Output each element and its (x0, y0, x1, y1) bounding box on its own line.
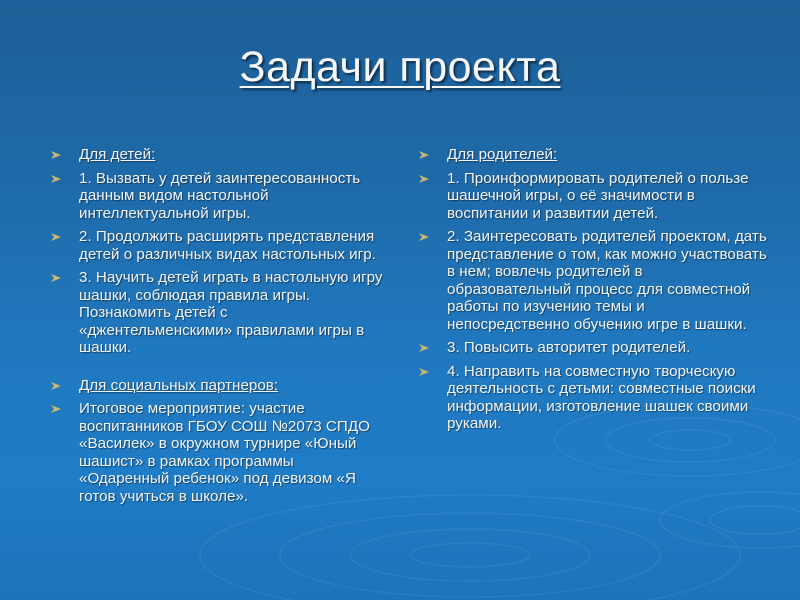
arrowhead-bullet-icon (50, 174, 62, 184)
list-item (418, 228, 770, 333)
list-item (50, 146, 384, 164)
arrowhead-bullet-icon (418, 367, 430, 377)
list-item-text: 1. Вызвать у детей заинтересованность данным видом настольной интеллектуальной игры. (79, 169, 361, 222)
arrowhead-bullet-icon (418, 232, 430, 242)
list-item-text: 3. Научить детей играть в настольную игру шашки, соблюдая правила игры. Познакомить детей с «джентельменскими» правилами игры в шашки. (79, 269, 383, 356)
left-heading-children: Для детей: (79, 146, 156, 163)
list-item-text: 2. Заинтересовать родителей проектом, дать представление о том, как можно участвовать в нем; вовлечь родителей в образовательный процесс для совместной работы по изучению темы и непосредственно обучению игре в шашки. (447, 228, 767, 333)
list-item (418, 363, 770, 433)
list-item (418, 339, 770, 357)
list-item-text: 3. Повысить авторитет родителей. (447, 339, 691, 356)
list-item (50, 269, 384, 357)
arrowhead-bullet-icon (418, 174, 430, 184)
left-column-list (50, 146, 384, 511)
arrowhead-bullet-icon (50, 232, 62, 242)
arrowhead-bullet-icon (418, 150, 430, 160)
arrowhead-bullet-icon (418, 343, 430, 353)
list-item (50, 400, 384, 505)
arrowhead-bullet-icon (50, 273, 62, 283)
list-item-text: Итоговое мероприятие: участие воспитанников ГБОУ СОШ №2073 СПДО «Василек» в окружном турнире «Юный шашист» в рамках программы «Одаренный ребенок» под девизом «Я готов учиться в школе». (79, 400, 370, 505)
right-heading-parents: Для родителей: (447, 146, 558, 163)
list-item (50, 170, 384, 223)
list-item-text: 4. Направить на совместную творческую деятельность с детьми: совместные поиски информации, изготовление шашек своими руками. (447, 362, 756, 432)
list-item (50, 228, 384, 263)
arrowhead-bullet-icon (50, 404, 62, 414)
slide-title: Задачи проекта (239, 43, 561, 91)
list-item-text: 2. Продолжить расширять представления детей о различных видах настольных игр. (79, 228, 376, 263)
list-item (418, 146, 770, 164)
right-column-list (418, 146, 770, 439)
arrowhead-bullet-icon (50, 150, 62, 160)
arrowhead-bullet-icon (50, 381, 62, 391)
list-item-text: 1. Проинформировать родителей о пользе шашечной игры, о её значимости в воспитании и развитии детей. (447, 169, 749, 222)
list-item (50, 377, 384, 395)
list-item (418, 170, 770, 223)
left-heading-partners: Для социальных партнеров: (79, 376, 279, 394)
